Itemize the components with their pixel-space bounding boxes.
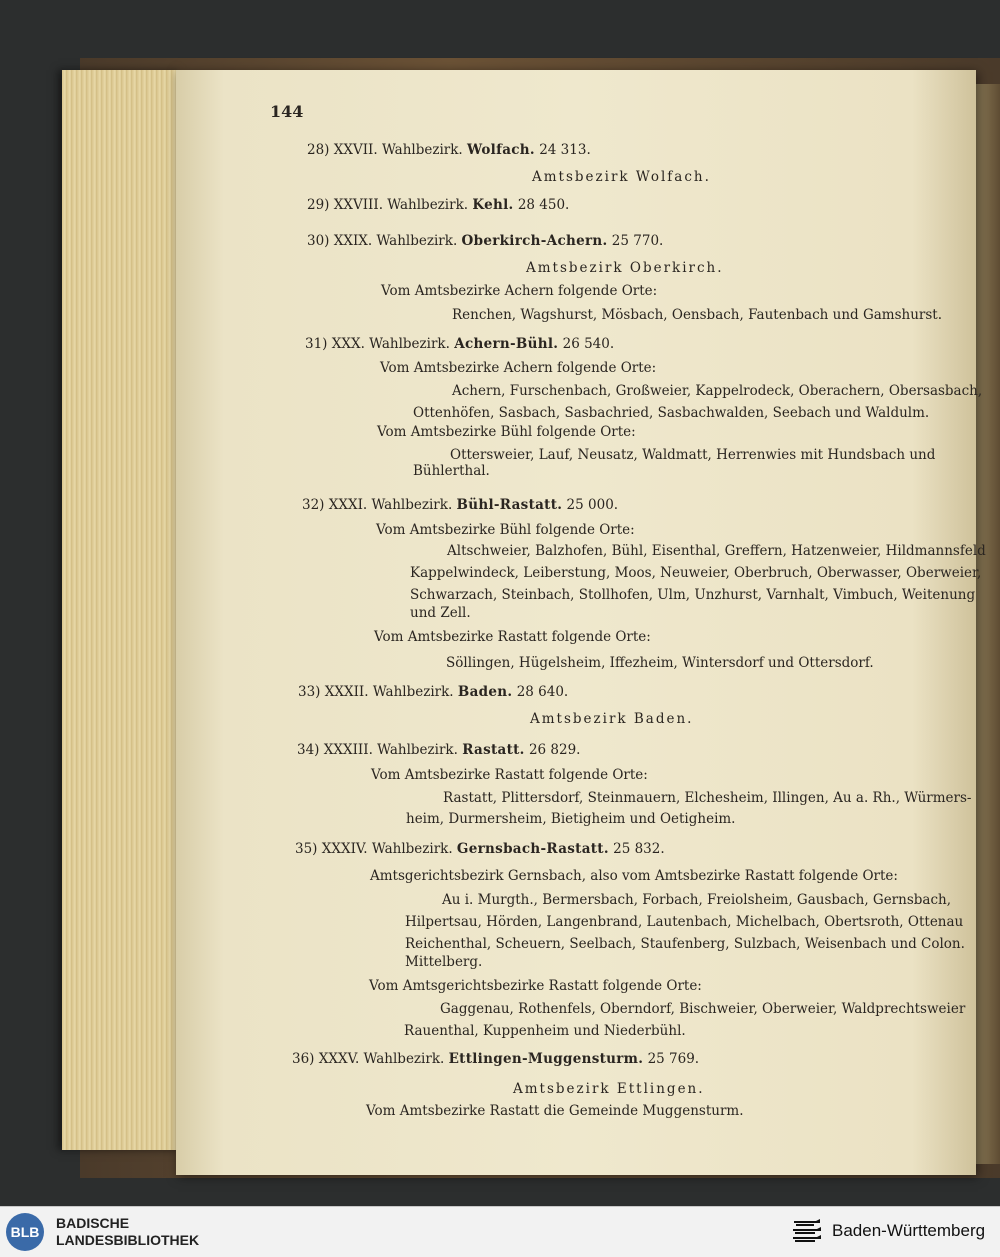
text-line: Reichenthal, Scheuern, Seelbach, Staufenberg, Sulzbach, Weisenbach und Colon.: [405, 936, 965, 952]
district-subheading: Amtsbezirk Wolfach.: [532, 169, 711, 185]
text-line: Ottersweier, Lauf, Neusatz, Waldmatt, Herrenwies mit Hundsbach und: [450, 447, 936, 463]
district-subheading: Amtsbezirk Ettlingen.: [513, 1081, 705, 1097]
text-line: Amtsgerichtsbezirk Gernsbach, also vom Amtsbezirke Rastatt folgende Orte:: [370, 868, 898, 884]
text-line: Schwarzach, Steinbach, Stollhofen, Ulm, Unzhurst, Varnhalt, Vimbuch, Weitenung: [410, 587, 976, 603]
page-number: 144: [270, 102, 304, 121]
blb-logo-icon[interactable]: BLB: [6, 1213, 44, 1251]
text-line: Söllingen, Hügelsheim, Iffezheim, Wintersdorf und Ottersdorf.: [446, 655, 874, 671]
text-line: heim, Durmersheim, Bietigheim und Oetigheim.: [406, 811, 736, 827]
text-line: Bühlerthal.: [413, 463, 490, 479]
text-line: Vom Amtsgerichtsbezirke Rastatt folgende Orte:: [369, 978, 702, 994]
text-line: Vom Amtsbezirke Bühl folgende Orte:: [377, 424, 636, 440]
text-line: Renchen, Wagshurst, Mösbach, Oensbach, Fautenbach und Gamshurst.: [452, 307, 942, 323]
text-line: Mittelberg.: [405, 954, 483, 970]
text-line: Vom Amtsbezirke Achern folgende Orte:: [380, 360, 657, 376]
text-line: Au i. Murgth., Bermersbach, Forbach, Freiolsheim, Gausbach, Gernsbach,: [442, 892, 951, 908]
lions-coat-of-arms-icon: [790, 1216, 824, 1248]
text-line: Rastatt, Plittersdorf, Steinmauern, Elchesheim, Illingen, Au a. Rh., Würmers-: [443, 790, 972, 806]
text-line: Rauenthal, Kuppenheim und Niederbühl.: [404, 1023, 686, 1039]
district-heading: 34) XXXIII. Wahlbezirk. Rastatt. 26 829.: [297, 742, 581, 758]
text-line: Kappelwindeck, Leiberstung, Moos, Neuweier, Oberbruch, Oberwasser, Oberweier,: [410, 565, 982, 581]
text-line: Ottenhöfen, Sasbach, Sasbachried, Sasbachwalden, Seebach und Waldulm.: [413, 405, 930, 421]
district-heading: 30) XXIX. Wahlbezirk. Oberkirch-Achern. 25 770.: [307, 233, 664, 249]
viewer-footer: [0, 1206, 1000, 1257]
state-name[interactable]: Baden-Württemberg: [832, 1221, 986, 1240]
text-line: Vom Amtsbezirke Rastatt die Gemeinde Muggensturm.: [366, 1103, 744, 1119]
library-name[interactable]: BADISCHE LANDESBIBLIOTHEK: [56, 1215, 200, 1248]
text-line: Vom Amtsbezirke Rastatt folgende Orte:: [374, 629, 651, 645]
district-heading: 29) XXVIII. Wahlbezirk. Kehl. 28 450.: [307, 197, 570, 213]
text-line: Vom Amtsbezirke Bühl folgende Orte:: [376, 522, 635, 538]
district-subheading: Amtsbezirk Baden.: [530, 711, 694, 727]
text-line: Vom Amtsbezirke Achern folgende Orte:: [381, 283, 658, 299]
district-heading: 32) XXXI. Wahlbezirk. Bühl-Rastatt. 25 000.: [302, 497, 619, 513]
district-heading: 36) XXXV. Wahlbezirk. Ettlingen-Muggensturm. 25 769.: [292, 1051, 700, 1067]
district-heading: 33) XXXII. Wahlbezirk. Baden. 28 640.: [298, 684, 569, 700]
district-subheading: Amtsbezirk Oberkirch.: [526, 260, 724, 276]
district-heading: 31) XXX. Wahlbezirk. Achern-Bühl. 26 540.: [305, 336, 615, 352]
text-line: Achern, Furschenbach, Großweier, Kappelrodeck, Oberachern, Obersasbach,: [452, 383, 983, 399]
district-heading: 28) XXVII. Wahlbezirk. Wolfach. 24 313.: [307, 142, 591, 158]
text-line: Gaggenau, Rothenfels, Oberndorf, Bischweier, Oberweier, Waldprechtsweier: [440, 1001, 966, 1017]
text-line: Altschweier, Balzhofen, Bühl, Eisenthal, Greffern, Hatzenweier, Hildmannsfeld: [447, 543, 986, 559]
text-line: und Zell.: [410, 605, 471, 621]
district-heading: 35) XXXIV. Wahlbezirk. Gernsbach-Rastatt. 25 832.: [295, 841, 665, 857]
text-line: Hilpertsau, Hörden, Langenbrand, Lautenbach, Michelbach, Obertsroth, Ottenau: [405, 914, 964, 930]
text-line: Vom Amtsbezirke Rastatt folgende Orte:: [371, 767, 648, 783]
